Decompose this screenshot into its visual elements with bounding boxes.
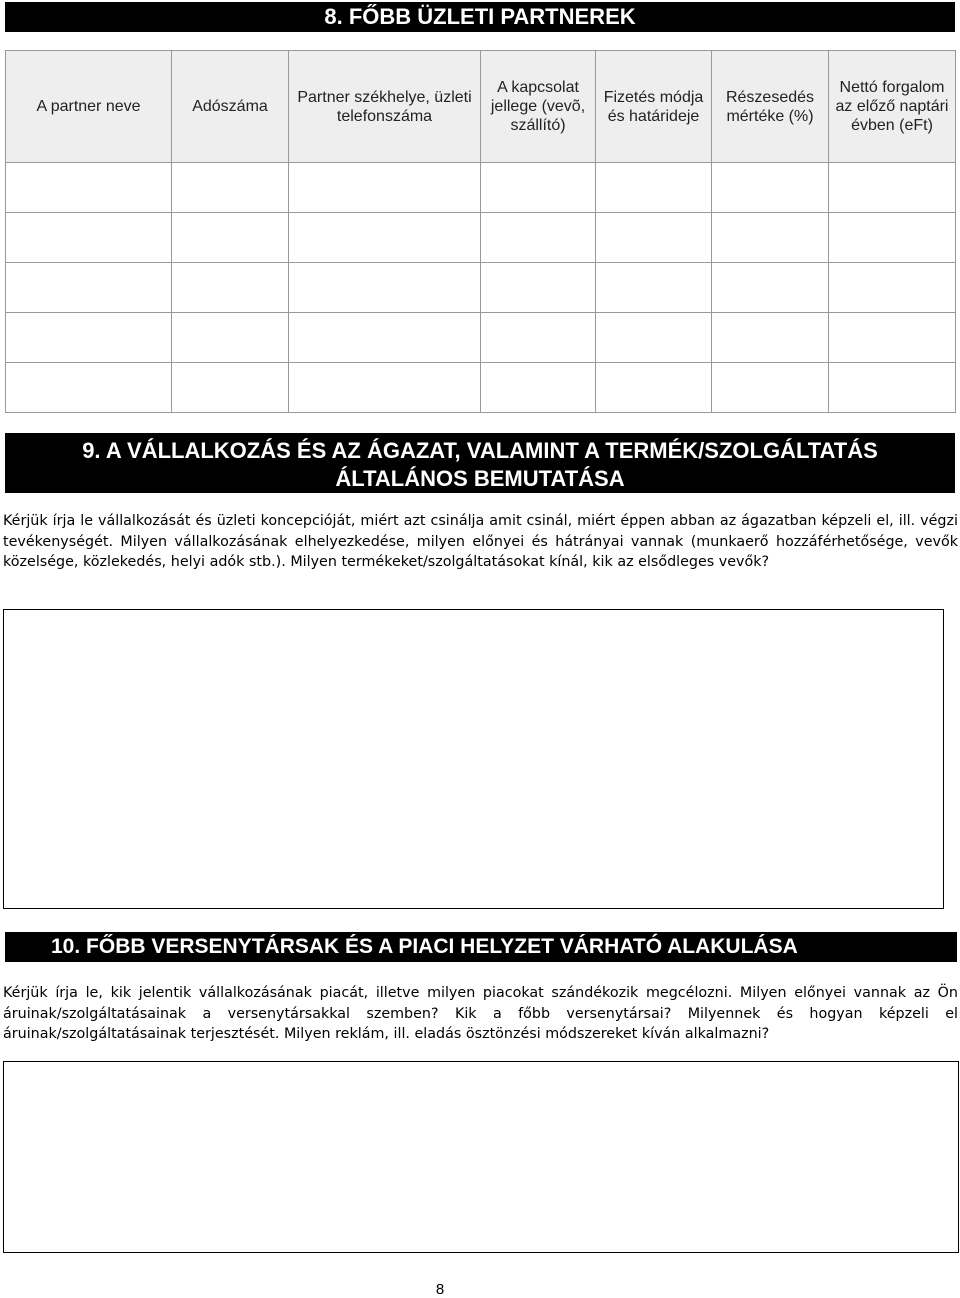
partners-table-cell[interactable]	[596, 163, 712, 213]
partners-table-cell[interactable]	[289, 163, 481, 213]
partners-table-cell[interactable]	[6, 263, 172, 313]
partners-table-row	[6, 363, 956, 413]
header-payment-method: Fizetés módja és határideje	[596, 51, 712, 163]
partners-table-cell[interactable]	[172, 363, 289, 413]
header-share-percent: Részesedés mértéke (%)	[712, 51, 829, 163]
partners-table-cell[interactable]	[596, 313, 712, 363]
section-9-instructions: Kérjük írja le vállalkozását és üzleti koncepcióját, miért azt csinálja amit csinál, miért éppen abban az ágazatban képzeli el, ill. végzi tevékenységét. Milyen vállalkozásának elhelyezkedése, milyen előnyei és hátrányai vannak (munkaerő hozzáférhetősége, vevők közelsége, közlekedés, helyi adók stb.). Milyen termékeket/szolgáltatásokat kínál, kik az elsődleges vevők?	[3, 513, 958, 570]
partners-table-row	[6, 263, 956, 313]
partners-table-cell[interactable]	[596, 263, 712, 313]
partners-table-cell[interactable]	[172, 313, 289, 363]
header-net-turnover: Nettó forgalom az előző naptári évben (eFt)	[829, 51, 956, 163]
partners-table-cell[interactable]	[481, 363, 596, 413]
partners-table-cell[interactable]	[712, 313, 829, 363]
partners-table-row	[6, 213, 956, 263]
partners-table-cell[interactable]	[481, 163, 596, 213]
partners-table-cell[interactable]	[596, 363, 712, 413]
section-9-title-line2: ÁLTALÁNOS BEMUTATÁSA	[335, 466, 625, 491]
partners-table-cell[interactable]	[172, 263, 289, 313]
partners-table-cell[interactable]	[829, 313, 956, 363]
partners-table-cell[interactable]	[289, 213, 481, 263]
section-9-title-line1: 9. A VÁLLALKOZÁS ÉS AZ ÁGAZAT, VALAMINT A TERMÉK/SZOLGÁLTATÁS	[82, 438, 878, 463]
section-10-answer-box[interactable]	[3, 1061, 959, 1253]
partners-table-cell[interactable]	[481, 263, 596, 313]
partners-table-row	[6, 313, 956, 363]
section-8-title: 8. FŐBB ÜZLETI PARTNEREK	[5, 2, 955, 32]
partners-table-cell[interactable]	[712, 213, 829, 263]
partners-table-cell[interactable]	[829, 363, 956, 413]
partners-table-cell[interactable]	[6, 313, 172, 363]
section-10-title: 10. FŐBB VERSENYTÁRSAK ÉS A PIACI HELYZET VÁRHATÓ ALAKULÁSA	[5, 932, 957, 962]
partners-table-row	[6, 163, 956, 213]
page-number: 8	[435, 1281, 445, 1298]
partners-table-cell[interactable]	[596, 213, 712, 263]
partners-table-cell[interactable]	[712, 163, 829, 213]
header-seat-phone: Partner székhelye, üzleti telefonszáma	[289, 51, 481, 163]
partners-table-cell[interactable]	[289, 313, 481, 363]
partners-table-cell[interactable]	[829, 213, 956, 263]
section-10-instructions: Kérjük írja le, kik jelentik vállalkozásának piacát, illetve milyen piacokat szándékozik megcélozni. Milyen előnyei vannak az Ön áruinak/szolgáltatásainak a versenytársakkal szemben? Kik a főbb versenytársai? Milyennek és hogyan képzeli el áruinak/szolgáltatásainak terjesztését. Milyen reklám, ill. eladás ösztönzési módszereket kíván alkalmazni?	[3, 985, 958, 1042]
partners-table-cell[interactable]	[829, 163, 956, 213]
header-relationship-type: A kapcsolat jellege (vevõ, szállító)	[481, 51, 596, 163]
partners-table-cell[interactable]	[481, 213, 596, 263]
header-tax-number: Adószáma	[172, 51, 289, 163]
header-partner-name: A partner neve	[6, 51, 172, 163]
partners-table-cell[interactable]	[289, 363, 481, 413]
partners-table-cell[interactable]	[481, 313, 596, 363]
section-9-answer-box[interactable]	[3, 609, 944, 909]
partners-table-cell[interactable]	[6, 213, 172, 263]
partners-table-cell[interactable]	[712, 363, 829, 413]
partners-table-header-row	[6, 51, 956, 163]
partners-table-cell[interactable]	[6, 163, 172, 213]
partners-table-cell[interactable]	[289, 263, 481, 313]
partners-table-cell[interactable]	[829, 263, 956, 313]
partners-table-cell[interactable]	[712, 263, 829, 313]
partners-table-cell[interactable]	[172, 213, 289, 263]
section-9-title	[5, 433, 955, 493]
partners-table	[5, 50, 956, 413]
partners-table-cell[interactable]	[172, 163, 289, 213]
partners-table-cell[interactable]	[6, 363, 172, 413]
